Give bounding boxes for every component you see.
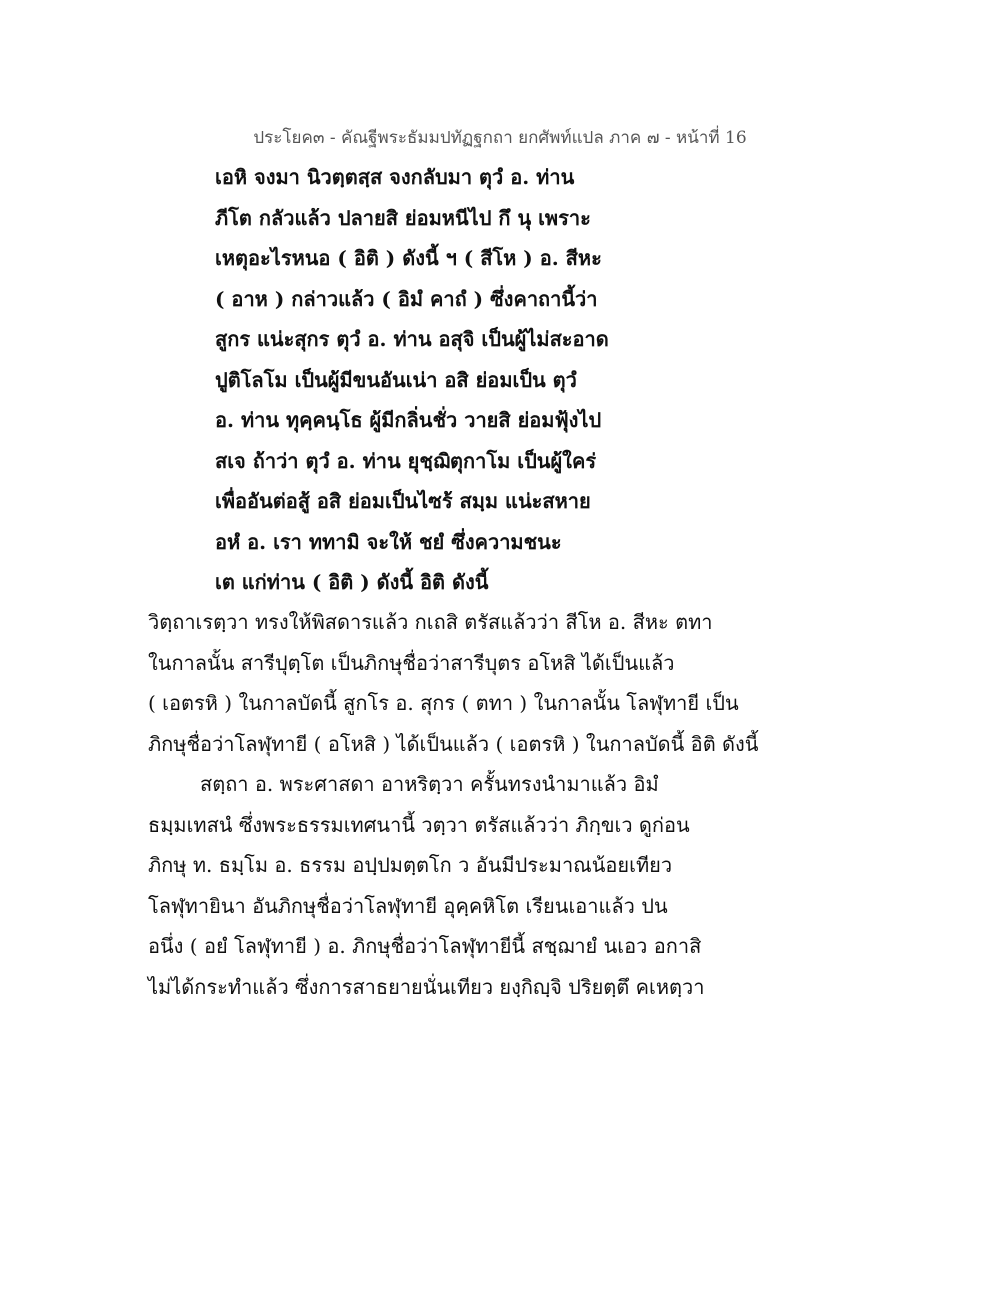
prose-line: วิตฺถาเรตฺวา ทรงให้พิสดารแล้ว กเถสิ ตรัสแล้วว่า สีโห อ. สีหะ ตทา (148, 610, 713, 634)
verse-line: สเจ ถ้าว่า ตุวํ อ. ท่าน ยุชฺฌิตุกาโม เป็นผู้ใคร่ (215, 448, 597, 473)
verse-block (215, 160, 775, 606)
verse-line: อหํ อ. เรา ททามิ จะให้ ชยํ ซึ่งความชนะ (215, 529, 562, 554)
prose-line: สตฺถา อ. พระศาสดา อาหริตฺวา ครั้นทรงนำมาแล้ว อิมํ (200, 772, 659, 796)
verse-line: เอหิ จงมา นิวตฺตสฺส จงกลับมา ตุวํ อ. ท่าน (215, 165, 575, 189)
verse-line: อ. ท่าน ทุคฺคนฺโธ ผู้มีกลิ่นชั่ว วายสิ ย่อมฟุ้งไป (215, 408, 602, 432)
prose-line: อนึ่ง ( อยํ โลฬุทายี ) อ. ภิกษุชื่อว่าโลฬุทายีนี้ สชฺฌายํ นเอว อกาสิ (148, 934, 702, 958)
verse-line: เพื่ออันต่อสู้ อสิ ย่อมเป็นไซร้ สมฺม แน่ะสหาย (215, 489, 591, 513)
prose-line: ภิกษุชื่อว่าโลฬุทายี ( อโหสิ ) ได้เป็นแล้ว ( เอตรหิ ) ในกาลบัดนี้ อิติ ดังนี้ (148, 731, 759, 756)
verse-line: ปูติโลโม เป็นผู้มีขนอันเน่า อสิ ย่อมเป็น ตุวํ (215, 367, 577, 392)
prose-line: ธมฺมเทสนํ ซึ่งพระธรรมเทศนานี้ วตฺวา ตรัสแล้วว่า ภิกฺขเว ดูก่อน (148, 812, 690, 837)
verse-line: สูกร แน่ะสุกร ตุวํ อ. ท่าน อสุจิ เป็นผู้ไม่สะอาด (215, 327, 609, 351)
verse-line: เหตุอะไรหนอ ( อิติ ) ดังนี้ ฯ ( สีโห ) อ. สีหะ (215, 246, 602, 270)
running-header: ประโยค๓ - คัณฐีพระธัมมปทัฏฐกถา ยกศัพท์แปล ภาค ๗ - หน้าที่ 16 (253, 128, 747, 148)
paragraph-1 (148, 605, 848, 767)
verse-line: เต แก่ท่าน ( อิติ ) ดังนี้ อิติ ดังนี้ (215, 570, 489, 594)
verse-line: ( อาห ) กล่าวแล้ว ( อิมํ คาถํ ) ซึ่งคาถานี้ว่า (215, 286, 598, 311)
paragraph-2 (148, 767, 848, 1010)
prose-block (148, 605, 848, 1010)
prose-line: ( เอตรหิ ) ในกาลบัดนี้ สูกโร อ. สุกร ( ตทา ) ในกาลนั้น โลฬุทายี เป็น (148, 691, 739, 715)
prose-line: โลฬุทายินา อันภิกษุชื่อว่าโลฬุทายี อุคฺคหิโต เรียนเอาแล้ว ปน (148, 893, 668, 918)
prose-line: ภิกษุ ท. ธมฺโม อ. ธรรม อปฺปมตฺตโก ว อันมีประมาณน้อยเทียว (148, 853, 673, 877)
prose-line: ไม่ได้กระทำแล้ว ซึ่งการสาธยายนั่นเทียว ยงฺกิญฺจิ ปริยตฺตึ คเหตฺวา (148, 974, 705, 999)
prose-line: ในกาลนั้น สารีปุตฺโต เป็นภิกษุชื่อว่าสารีบุตร อโหสิ ได้เป็นแล้ว (148, 650, 675, 675)
verse-line: ภีโต กลัวแล้ว ปลายสิ ย่อมหนีไป กึ นุ เพราะ (215, 205, 591, 230)
